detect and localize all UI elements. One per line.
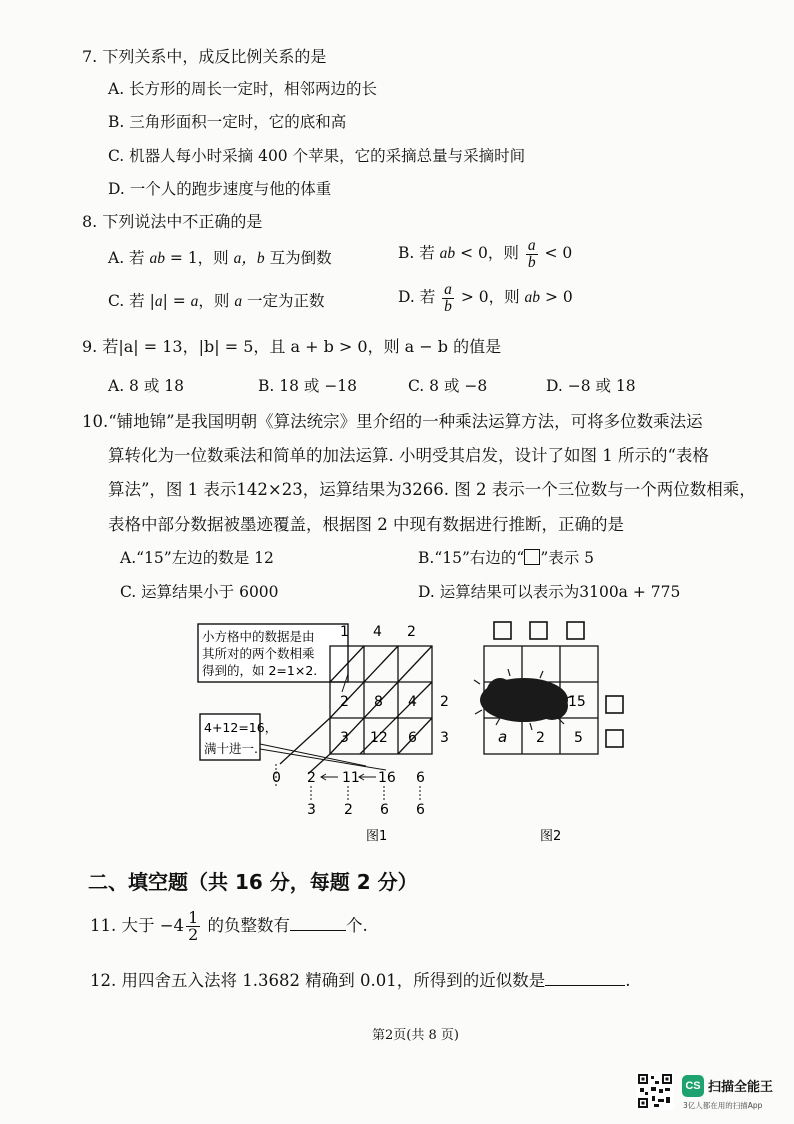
cell-r2c3: 6 [408,730,417,746]
q9-stem: 9. 若|a| = 13，|b| = 5，且 a + b > 0，则 a − b 的值是 [82,337,502,356]
result-digit-4: 6 [416,802,425,818]
q10-line-3: 算法”，图 1 表示142×23，运算结果为3266. 图 2 表示一个三位数与一个两位数相乘， [108,480,756,499]
figure-1-lattice-multiplication [190,614,480,850]
cell-15: 15 [568,694,586,710]
ink-blot [480,678,568,722]
q9-option-d: D. −8 或 18 [546,377,636,395]
q8-option-a: A. 若 ab = 1，则 a，b 互为倒数 [108,249,332,267]
q8-option-c: C. 若 |a| = a，则 a 一定为正数 [108,292,325,310]
watermark-subtitle: 3亿人都在用的扫描App [683,1101,763,1110]
result-digit-2: 2 [344,802,353,818]
page-footer: 第2页(共 8 页) [372,1028,459,1043]
right-blank-box-1 [606,696,623,713]
right-blank-box-2 [606,730,623,747]
section-title-fill-in: 二、填空题（共 16 分，每题 2 分） [88,870,418,894]
figure-2-partial-lattice [470,614,640,850]
cell-r2c2: 12 [370,730,388,746]
q7-stem: 7. 下列关系中，成反比例关系的是 [82,47,327,66]
q10-option-b: B.“15”右边的“ ”表示 5 [418,549,595,567]
top-blank-box-1 [494,622,511,639]
q10-line-4: 表格中部分数据被墨迹覆盖，根据图 2 中现有数据进行推断，正确的是 [108,515,624,534]
q7-option-a: A. 长方形的周长一定时，相邻两边的长 [108,80,378,98]
result-digit-3: 6 [380,802,389,818]
camscanner-logo: CS [682,1075,704,1097]
right-digit-2: 3 [440,730,449,746]
sum-3: 11 [342,770,360,786]
q9-option-b: B. 18 或 −18 [258,377,358,395]
q11-answer-blank[interactable] [290,916,346,931]
q11: 11. 大于 −4 $\frac{1}{2}$ 的负整数有 个. [90,908,368,944]
note2-line2: 满十进一. [204,741,258,756]
cell-r1c2: 8 [374,694,383,710]
right-digit-1: 2 [440,694,449,710]
note2-line1: 4+12=16， [204,720,278,735]
top-blank-box-3 [567,622,584,639]
sum-1: 0 [272,770,281,786]
q9-option-a: A. 8 或 18 [108,377,184,395]
result-digit-1: 3 [307,802,316,818]
cell-2: 2 [536,730,545,746]
top-digit-1: 1 [340,624,349,640]
qr-code-icon [636,1072,674,1110]
note1-line3: 得到的，如 2=1×2. [202,663,318,678]
q10-option-c: C. 运算结果小于 6000 [120,583,279,601]
q9-option-c: C. 8 或 −8 [408,377,488,395]
sum-5: 6 [416,770,425,786]
figure-1-caption: 图1 [366,829,388,844]
top-digit-2: 4 [373,624,382,640]
q8-b-fraction: $\frac{a}{b}$ [527,237,536,271]
q10-line-1: 10.“铺地锦”是我国明朝《算法统宗》里介绍的一种乘法运算方法，可将多位数乘法运 [82,412,703,431]
q7-option-b: B. 三角形面积一定时，它的底和高 [108,113,347,131]
q12-answer-blank[interactable] [545,971,625,986]
figure-2-caption: 图2 [540,829,562,844]
cell-r1c3: 4 [408,694,417,710]
note1-line1: 小方格中的数据是由 [202,629,315,644]
q8-option-b: B. 若 ab < 0，则 $\frac{a}{b}$ < 0 [398,237,573,271]
q10-option-d: D. 运算结果可以表示为3100a + 775 [418,583,681,601]
blank-box-icon [524,549,540,565]
q8-option-d: D. 若 $\frac{a}{b}$ > 0，则 ab > 0 [398,281,573,315]
cell-5: 5 [574,730,583,746]
top-blank-box-2 [530,622,547,639]
q8-stem: 8. 下列说法中不正确的是 [82,212,263,231]
q7-option-d: D. 一个人的跑步速度与他的体重 [108,180,332,198]
q7-option-c: C. 机器人每小时采摘 400 个苹果，它的采摘总量与采摘时间 [108,147,526,165]
cell-a: a [498,728,508,746]
watermark-title: 扫描全能王 [708,1080,774,1095]
top-digit-3: 2 [407,624,416,640]
cell-r1c1: 2 [340,694,349,710]
q12: 12. 用四舍五入法将 1.3682 精确到 0.01，所得到的近似数是 . [90,971,631,990]
q10-option-a: A.“15”左边的数是 12 [120,549,274,567]
sum-4: 16 [378,770,396,786]
q11-fraction: $\frac{1}{2}$ [188,908,199,944]
q8-d-fraction: $\frac{a}{b}$ [444,281,452,315]
q10-line-2: 算转化为一位数乘法和简单的加法运算. 小明受其启发，设计了如图 1 所示的“表格 [108,446,709,465]
sum-2: 2 [307,770,316,786]
cell-r2c1: 3 [340,730,349,746]
note1-line2: 其所对的两个数相乘 [202,646,315,661]
